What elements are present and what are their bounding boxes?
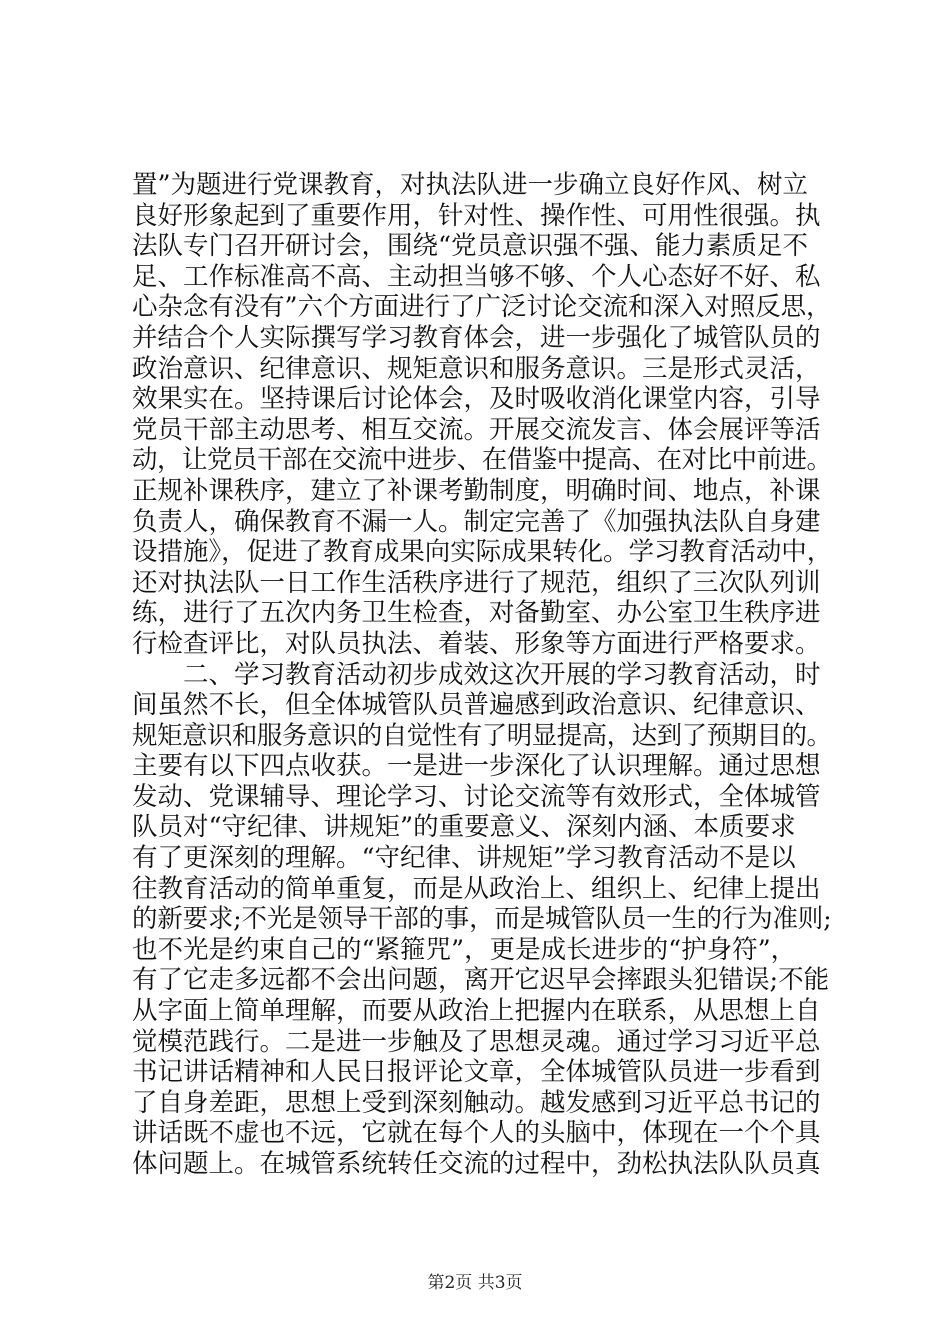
text-line: 书记讲话精神和人民日报评论文章，全体城管队员进一步看到 [132,1057,821,1088]
text-line: 觉模范践行。二是进一步触及了思想灵魂。通过学习习近平总 [132,1026,821,1057]
page-footer: 第2页 共3页 [427,1273,523,1293]
text-line: 政治意识、纪律意识、规矩意识和服务意识。三是形式灵活， [132,353,821,384]
text-line: 发动、党课辅导、理论学习、讨论交流等有效形式，全体城管 [132,781,821,812]
text-line: 有了更深刻的理解。“守纪律、讲规矩”学习教育活动不是以 [132,843,796,874]
text-line: 有了它走多远都不会出问题，离开它迟早会摔跟头犯错误;不能 [132,965,830,996]
text-line: 正规补课秩序，建立了补课考勤制度，明确时间、地点，补课 [132,475,821,506]
text-line: 行检查评比，对队员执法、着装、形象等方面进行严格要求。 [132,628,821,659]
text-line: 练，进行了五次内务卫生检查，对备勤室、办公室卫生秩序进 [132,598,821,629]
text-line: 讲话既不虚也不远，它就在每个人的头脑中，体现在一个个具 [132,1118,821,1149]
text-line: 还对执法队一日工作生活秩序进行了规范，组织了三次队列训 [132,567,821,598]
text-line: 间虽然不长，但全体城管队员普遍感到政治意识、纪律意识、 [132,690,821,721]
text-line: 并结合个人实际撰写学习教育体会，进一步强化了城管队员的 [132,322,821,353]
text-line: 体问题上。在城管系统转任交流的过程中，劲松执法队队员真 [132,1149,821,1179]
text-line: 的新要求;不光是领导干部的事，而是城管队员一生的行为准则; [132,904,832,935]
text-line: 置”为题进行党课教育，对执法队进一步确立良好作风、树立 [132,170,809,200]
text-line: 了自身差距，思想上受到深刻触动。越发感到习近平总书记的 [132,1087,821,1118]
text-line: 往教育活动的简单重复，而是从政治上、组织上、纪律上提出 [132,873,821,904]
text-line: 规矩意识和服务意识的自觉性有了明显提高，达到了预期目的。 [132,720,832,751]
text-line: 从字面上简单理解，而要从政治上把握内在联系，从思想上自 [132,996,821,1027]
text-line: 二、学习教育活动初步成效这次开展的学习教育活动，时 [132,659,821,690]
text-line: 足、工作标准高不高、主动担当够不够、个人心态好不好、私 [132,261,821,292]
text-line: 法队专门召开研讨会，围绕“党员意识强不强、能力素质足不 [132,231,809,262]
text-line: 效果实在。坚持课后讨论体会，及时吸收消化课堂内容，引导 [132,384,821,415]
text-line: 党员干部主动思考、相互交流。开展交流发言、体会展评等活 [132,414,821,445]
text-line: 设措施》，促进了教育成果向实际成果转化。学习教育活动中， [132,537,833,568]
text-line: 主要有以下四点收获。一是进一步深化了认识理解。通过思想 [132,751,821,782]
body-text [132,170,832,1180]
text-line: 动，让党员干部在交流中进步、在借鉴中提高、在对比中前进。 [132,445,832,476]
text-line: 队员对“守纪律、讲规矩”的重要意义、深刻内涵、本质要求 [132,812,796,843]
text-line: 也不光是约束自己的“紧箍咒”，更是成长进步的“护身符”， [132,934,797,965]
text-line: 负责人，确保教育不漏一人。制定完善了《加强执法队自身建 [132,506,821,537]
text-line: 心杂念有没有”六个方面进行了广泛讨论交流和深入对照反思， [132,292,832,323]
text-line: 良好形象起到了重要作用，针对性、操作性、可用性很强。执 [132,200,821,231]
